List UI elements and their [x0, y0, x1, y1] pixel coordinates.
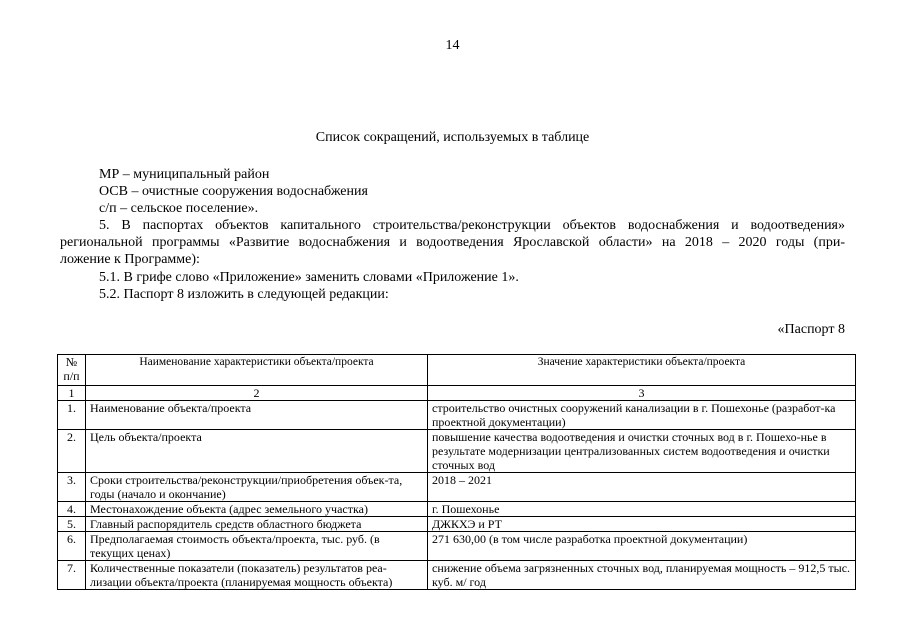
passport-table: [57, 354, 856, 590]
row-number: 5.: [58, 517, 86, 532]
table-row: [58, 502, 856, 517]
row-name: Цель объекта/проекта: [86, 430, 428, 473]
row-value: г. Пошехонье: [428, 502, 856, 517]
column-number: 2: [86, 386, 428, 401]
row-number: 2.: [58, 430, 86, 473]
row-number: 3.: [58, 473, 86, 502]
page-number: 14: [445, 38, 460, 53]
abbreviation-mr: МР – муниципальный район: [99, 167, 270, 182]
row-name: Количественные показатели (показатель) результатов реа-лизации объекта/проекта (планируемая мощность объекта): [86, 561, 428, 590]
header-name: Наименование характеристики объекта/проекта: [86, 355, 428, 386]
paragraph-5-1: 5.1. В грифе слово «Приложение» заменить словами «Приложение 1».: [99, 270, 519, 285]
header-number: [58, 355, 86, 386]
row-value: 271 630,00 (в том числе разработка проектной документации): [428, 532, 856, 561]
table-row: [58, 401, 856, 430]
row-number: 4.: [58, 502, 86, 517]
table-row: [58, 430, 856, 473]
header-number-line2: п/п: [63, 369, 80, 383]
row-value: ДЖКХЭ и РТ: [428, 517, 856, 532]
row-number: 6.: [58, 532, 86, 561]
row-number: 1.: [58, 401, 86, 430]
column-number-row: [58, 386, 856, 401]
row-value: повышение качества водоотведения и очистки сточных вод в г. Пошехо-нье в результате модернизации централизованных систем водоотведения и очистки сточных вод: [428, 430, 856, 473]
table-row: [58, 561, 856, 590]
passport-label: «Паспорт 8: [777, 322, 845, 337]
paragraph-5-line-2: региональной программы «Развитие водоснабжения и водоотведения Ярославской области» на 2018 – 2020 годы (при-: [60, 235, 845, 250]
header-number-line1: №: [65, 355, 78, 369]
abbreviation-osv: ОСВ – очистные сооружения водоснабжения: [99, 184, 368, 199]
table-row: [58, 517, 856, 532]
paragraph-5-line-1: 5. В паспортах объектов капитального строительства/реконструкции объектов водоснабжения и водоотведения»: [99, 218, 845, 233]
abbreviation-sp: с/п – сельское поселение».: [99, 201, 259, 216]
column-number: 1: [58, 386, 86, 401]
row-value: снижение объема загрязненных сточных вод, планируемая мощность – 912,5 тыс. куб. м/ год: [428, 561, 856, 590]
row-value: строительство очистных сооружений канализации в г. Пошехонье (разработ-ка проектной документации): [428, 401, 856, 430]
row-name: Наименование объекта/проекта: [86, 401, 428, 430]
row-name: Местонахождение объекта (адрес земельного участка): [86, 502, 428, 517]
row-name: Сроки строительства/реконструкции/приобретения объек-та, годы (начало и окончание): [86, 473, 428, 502]
table-header-row: [58, 355, 856, 386]
table-row: [58, 532, 856, 561]
row-value: 2018 – 2021: [428, 473, 856, 502]
column-number: 3: [428, 386, 856, 401]
abbreviations-heading: Список сокращений, используемых в таблице: [315, 130, 590, 145]
row-name: Главный распорядитель средств областного бюджета: [86, 517, 428, 532]
row-number: 7.: [58, 561, 86, 590]
paragraph-5-2: 5.2. Паспорт 8 изложить в следующей редакции:: [99, 287, 389, 302]
table-row: [58, 473, 856, 502]
paragraph-5-line-3: ложение к Программе):: [60, 252, 200, 267]
row-name: Предполагаемая стоимость объекта/проекта, тыс. руб. (в текущих ценах): [86, 532, 428, 561]
header-value: Значение характеристики объекта/проекта: [428, 355, 856, 386]
